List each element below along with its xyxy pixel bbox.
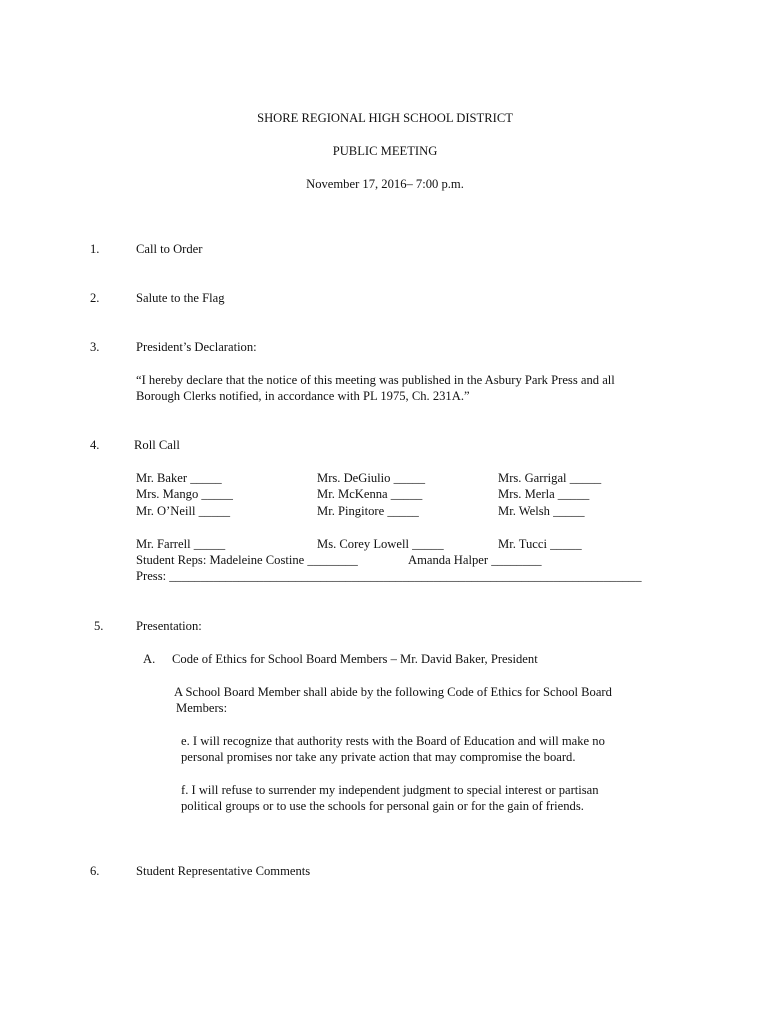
ethics-item-e-line2: personal promises nor take any private action that may compromise the board. bbox=[181, 750, 576, 764]
roll-member: Mrs. Merla _____ bbox=[498, 487, 590, 501]
roll-member: Mrs. DeGiulio _____ bbox=[317, 471, 426, 485]
roll-member: Mr. McKenna _____ bbox=[317, 487, 423, 501]
item-number-3: 3. bbox=[90, 340, 100, 354]
ethics-item-e-line1: e. I will recognize that authority rests with the Board of Education and will make no bbox=[181, 734, 605, 748]
roll-member: Mr. Pingitore _____ bbox=[317, 504, 419, 518]
sub-item-code-of-ethics: Code of Ethics for School Board Members – Mr. David Baker, President bbox=[172, 652, 538, 666]
student-rep-2: Amanda Halper ________ bbox=[408, 553, 542, 567]
roll-member: Mrs. Garrigal _____ bbox=[498, 471, 602, 485]
item-roll-call: Roll Call bbox=[134, 438, 180, 452]
sub-item-letter-a: A. bbox=[143, 652, 156, 666]
meeting-date: November 17, 2016– 7:00 p.m. bbox=[306, 177, 464, 191]
roll-member: Mr. Farrell _____ bbox=[136, 537, 226, 551]
roll-member: Ms. Corey Lowell _____ bbox=[317, 537, 444, 551]
student-reps: Student Reps: Madeleine Costine ________ bbox=[136, 553, 358, 567]
declaration-quote-line2: Borough Clerks notified, in accordance with PL 1975, Ch. 231A.” bbox=[136, 389, 470, 403]
ethics-intro-line1: A School Board Member shall abide by the following Code of Ethics for School Board bbox=[174, 685, 612, 699]
item-presidents-declaration: President’s Declaration: bbox=[136, 340, 257, 354]
roll-member: Mr. O’Neill _____ bbox=[136, 504, 231, 518]
roll-member: Mr. Welsh _____ bbox=[498, 504, 585, 518]
item-number-1: 1. bbox=[90, 242, 100, 256]
district-title: SHORE REGIONAL HIGH SCHOOL DISTRICT bbox=[257, 111, 513, 125]
ethics-intro-line2: Members: bbox=[176, 701, 228, 715]
item-salute-flag: Salute to the Flag bbox=[136, 291, 225, 305]
item-number-5: 5. bbox=[94, 619, 104, 633]
item-student-rep-comments: Student Representative Comments bbox=[136, 864, 311, 878]
declaration-quote-line1: “I hereby declare that the notice of this meeting was published in the Asbury Park Press and all bbox=[136, 373, 615, 387]
roll-member: Mr. Tucci _____ bbox=[498, 537, 582, 551]
roll-member: Mrs. Mango _____ bbox=[136, 487, 233, 501]
ethics-item-f-line1: f. I will refuse to surrender my independent judgment to special interest or partisan bbox=[181, 783, 599, 797]
item-number-6: 6. bbox=[90, 864, 100, 878]
roll-member: Mr. Baker _____ bbox=[136, 471, 222, 485]
item-number-4: 4. bbox=[90, 438, 100, 452]
meeting-title: PUBLIC MEETING bbox=[332, 144, 438, 158]
ethics-item-f-line2: political groups or to use the schools for personal gain or for the gain of friends. bbox=[181, 799, 584, 813]
press-line: Press: ___________________________________________________________________________ bbox=[136, 569, 642, 583]
item-call-to-order: Call to Order bbox=[136, 242, 203, 256]
item-number-2: 2. bbox=[90, 291, 100, 305]
item-presentation: Presentation: bbox=[136, 619, 202, 633]
